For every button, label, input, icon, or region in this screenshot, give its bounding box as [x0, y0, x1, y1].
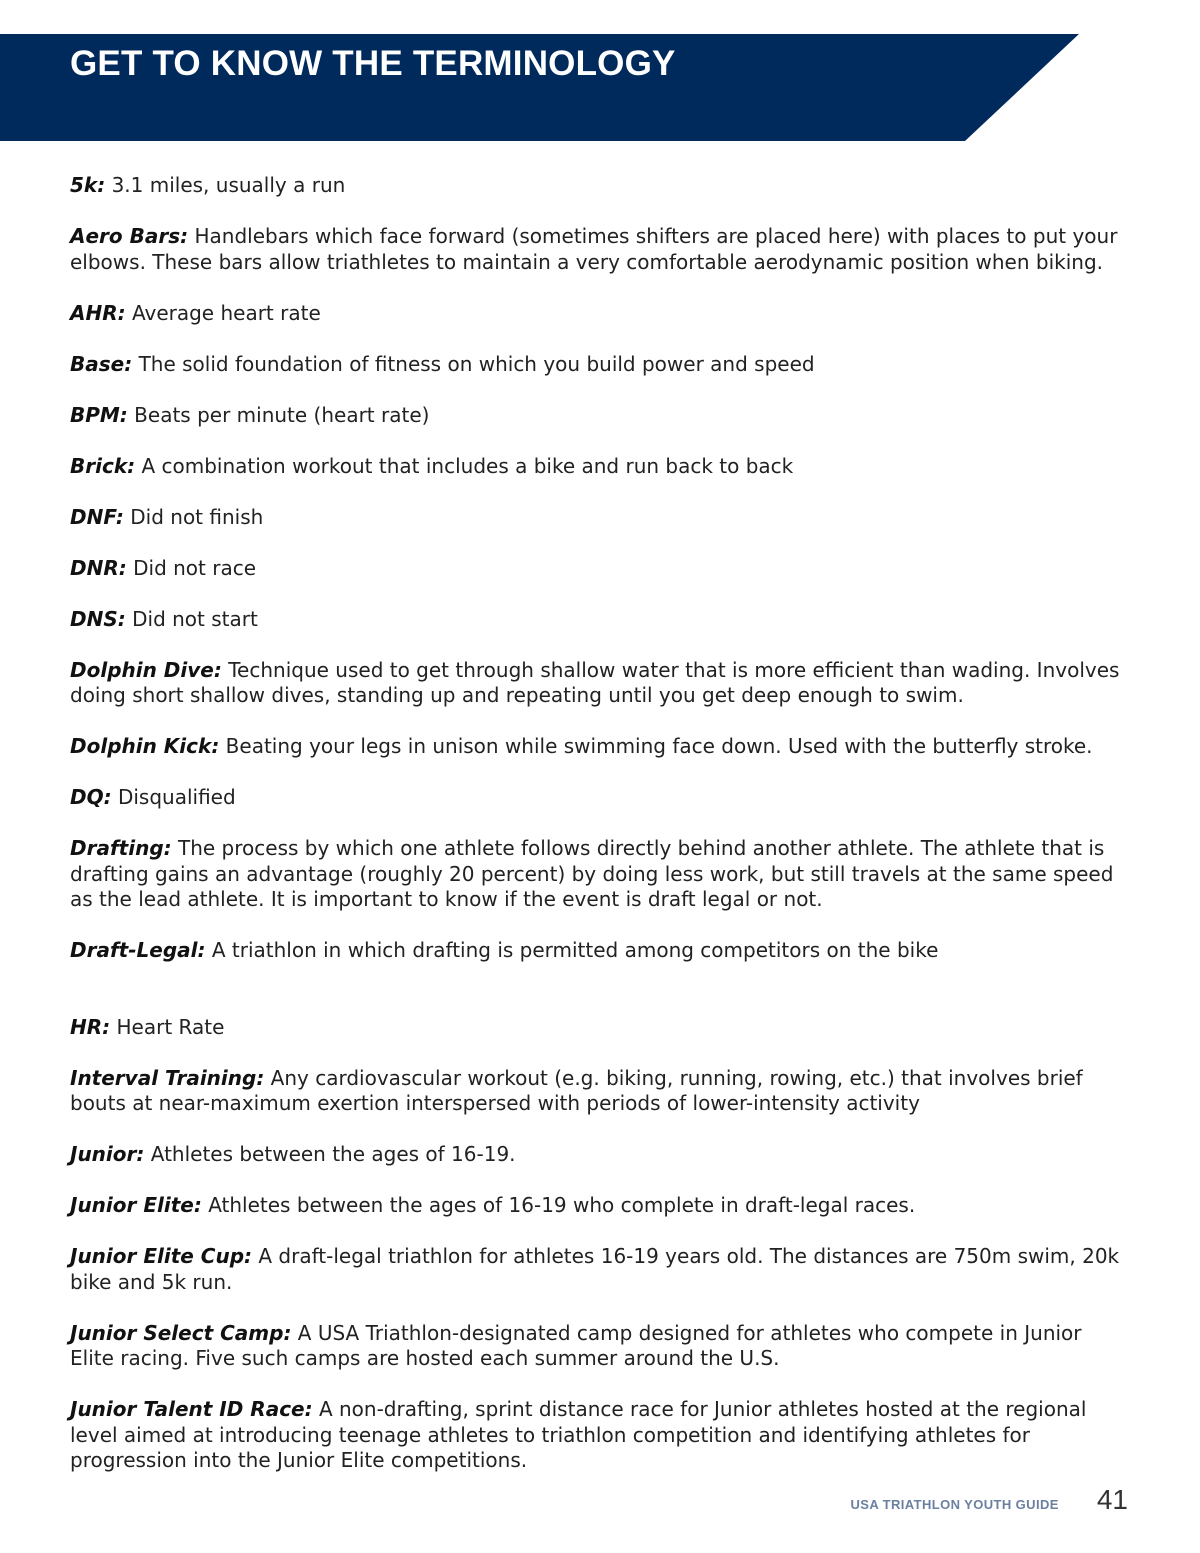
glossary-definition: Did not start — [125, 606, 258, 631]
glossary-entry — [70, 1244, 1130, 1295]
glossary-definition: A triathlon in which drafting is permitted among competitors on the bike — [205, 938, 939, 962]
glossary-term: DNF: — [70, 504, 124, 529]
glossary-term: Brick: — [70, 453, 136, 478]
glossary-entry — [70, 301, 1130, 327]
glossary-entry — [70, 1397, 1130, 1474]
footer-guide-name: USA TRIATHLON YOUTH GUIDE — [850, 1497, 1059, 1512]
glossary-term: DNS: — [70, 606, 126, 631]
glossary-term: Junior Select Camp: — [70, 1320, 292, 1345]
glossary-term: Junior: — [70, 1142, 145, 1166]
glossary-entry — [70, 734, 1130, 760]
glossary-definition: The solid foundation of fitness on which you build power and speed — [132, 351, 815, 376]
glossary-entry — [70, 785, 1130, 811]
glossary-definition: The process by which one athlete follows directly behind another athlete. The athlete that is drafting gains an advantage (roughly 20 percent) by doing less work, but still travels at the same speed as the lead athlete. It is important to know if the event is draft legal or not. — [70, 836, 1114, 911]
glossary-definition: Did not race — [126, 555, 257, 580]
glossary-definition: A non-drafting, sprint distance race for Junior athletes hosted at the regional level aimed at introducing teenage athletes to triathlon competition and identifying athletes for progression into the Junior Elite competitions. — [70, 1397, 1087, 1472]
glossary-entry — [70, 1015, 1130, 1041]
glossary-definition: Handlebars which face forward (sometimes shifters are placed here) with places to put your elbows. These bars allow triathletes to maintain a very comfortable aerodynamic position when biking. — [70, 224, 1118, 274]
glossary-term: Dolphin Kick: — [70, 734, 220, 758]
glossary-term: Junior Elite Cup: — [70, 1244, 253, 1268]
header-banner — [0, 34, 1080, 141]
glossary-entry — [70, 454, 1130, 480]
glossary-term: DQ: — [70, 785, 112, 809]
glossary-definition: 3.1 miles, usually a run — [105, 173, 346, 197]
glossary-definition: A USA Triathlon-designated camp designed for athletes who compete in Junior Elite racing. Five such camps are hosted each summer around the U.S. — [70, 1320, 1082, 1370]
glossary-entry — [70, 352, 1130, 378]
glossary-entry — [70, 938, 1130, 964]
glossary-term: Base: — [70, 351, 133, 376]
glossary-definition: Beats per minute (heart rate) — [127, 402, 430, 427]
glossary-term: 5k: — [70, 173, 106, 197]
glossary-term: DNR: — [70, 555, 127, 580]
glossary-entry — [70, 1066, 1130, 1117]
glossary-term: AHR: — [70, 300, 126, 325]
glossary-term: Interval Training: — [70, 1065, 265, 1090]
glossary-definition: Average heart rate — [125, 300, 321, 325]
glossary-term: Drafting: — [70, 836, 172, 860]
glossary-definition: Disqualified — [111, 785, 236, 809]
glossary-definition: Athletes between the ages of 16-19 who complete in draft-legal races. — [201, 1193, 916, 1217]
glossary-definition: Athletes between the ages of 16-19. — [144, 1142, 516, 1166]
glossary-entry — [70, 1142, 1130, 1168]
page-footer — [850, 1484, 1128, 1516]
glossary-entry — [70, 173, 1130, 199]
glossary-term: BPM: — [70, 402, 128, 427]
glossary-entry — [70, 836, 1130, 913]
glossary-entry — [70, 1321, 1130, 1372]
glossary-definition: Heart Rate — [110, 1014, 225, 1039]
glossary-term: Dolphin Dive: — [70, 657, 222, 682]
glossary-entry — [70, 403, 1130, 429]
glossary-list — [70, 173, 1130, 1499]
glossary-definition: A draft-legal triathlon for athletes 16-19 years old. The distances are 750m swim, 20k bike and 5k run. — [70, 1244, 1120, 1294]
glossary-definition: Beating your legs in unison while swimming face down. Used with the butterfly stroke. — [219, 734, 1093, 758]
glossary-entry — [70, 658, 1130, 709]
glossary-entry — [70, 505, 1130, 531]
glossary-definition: Technique used to get through shallow water that is more efficient than wading. Involves doing short shallow dives, standing up and repeating until you get deep enough to swim. — [70, 657, 1120, 707]
glossary-term: Draft-Legal: — [70, 938, 206, 962]
glossary-term: Junior Talent ID Race: — [70, 1397, 313, 1421]
page-title: GET TO KNOW THE TERMINOLOGY — [70, 44, 676, 83]
glossary-entry — [70, 607, 1130, 633]
page-number: 41 — [1096, 1484, 1128, 1515]
glossary-definition: Did not finish — [123, 504, 264, 529]
glossary-definition: Any cardiovascular workout (e.g. biking, running, rowing, etc.) that involves brief bouts at near-maximum exertion interspersed with periods of lower-intensity activity — [70, 1065, 1083, 1115]
glossary-definition: A combination workout that includes a bike and run back to back — [135, 453, 794, 478]
glossary-term: Junior Elite: — [70, 1193, 202, 1217]
glossary-entry — [70, 1193, 1130, 1219]
glossary-term: Aero Bars: — [70, 224, 189, 248]
glossary-entry — [70, 556, 1130, 582]
glossary-term: HR: — [70, 1014, 111, 1039]
glossary-entry — [70, 224, 1130, 275]
